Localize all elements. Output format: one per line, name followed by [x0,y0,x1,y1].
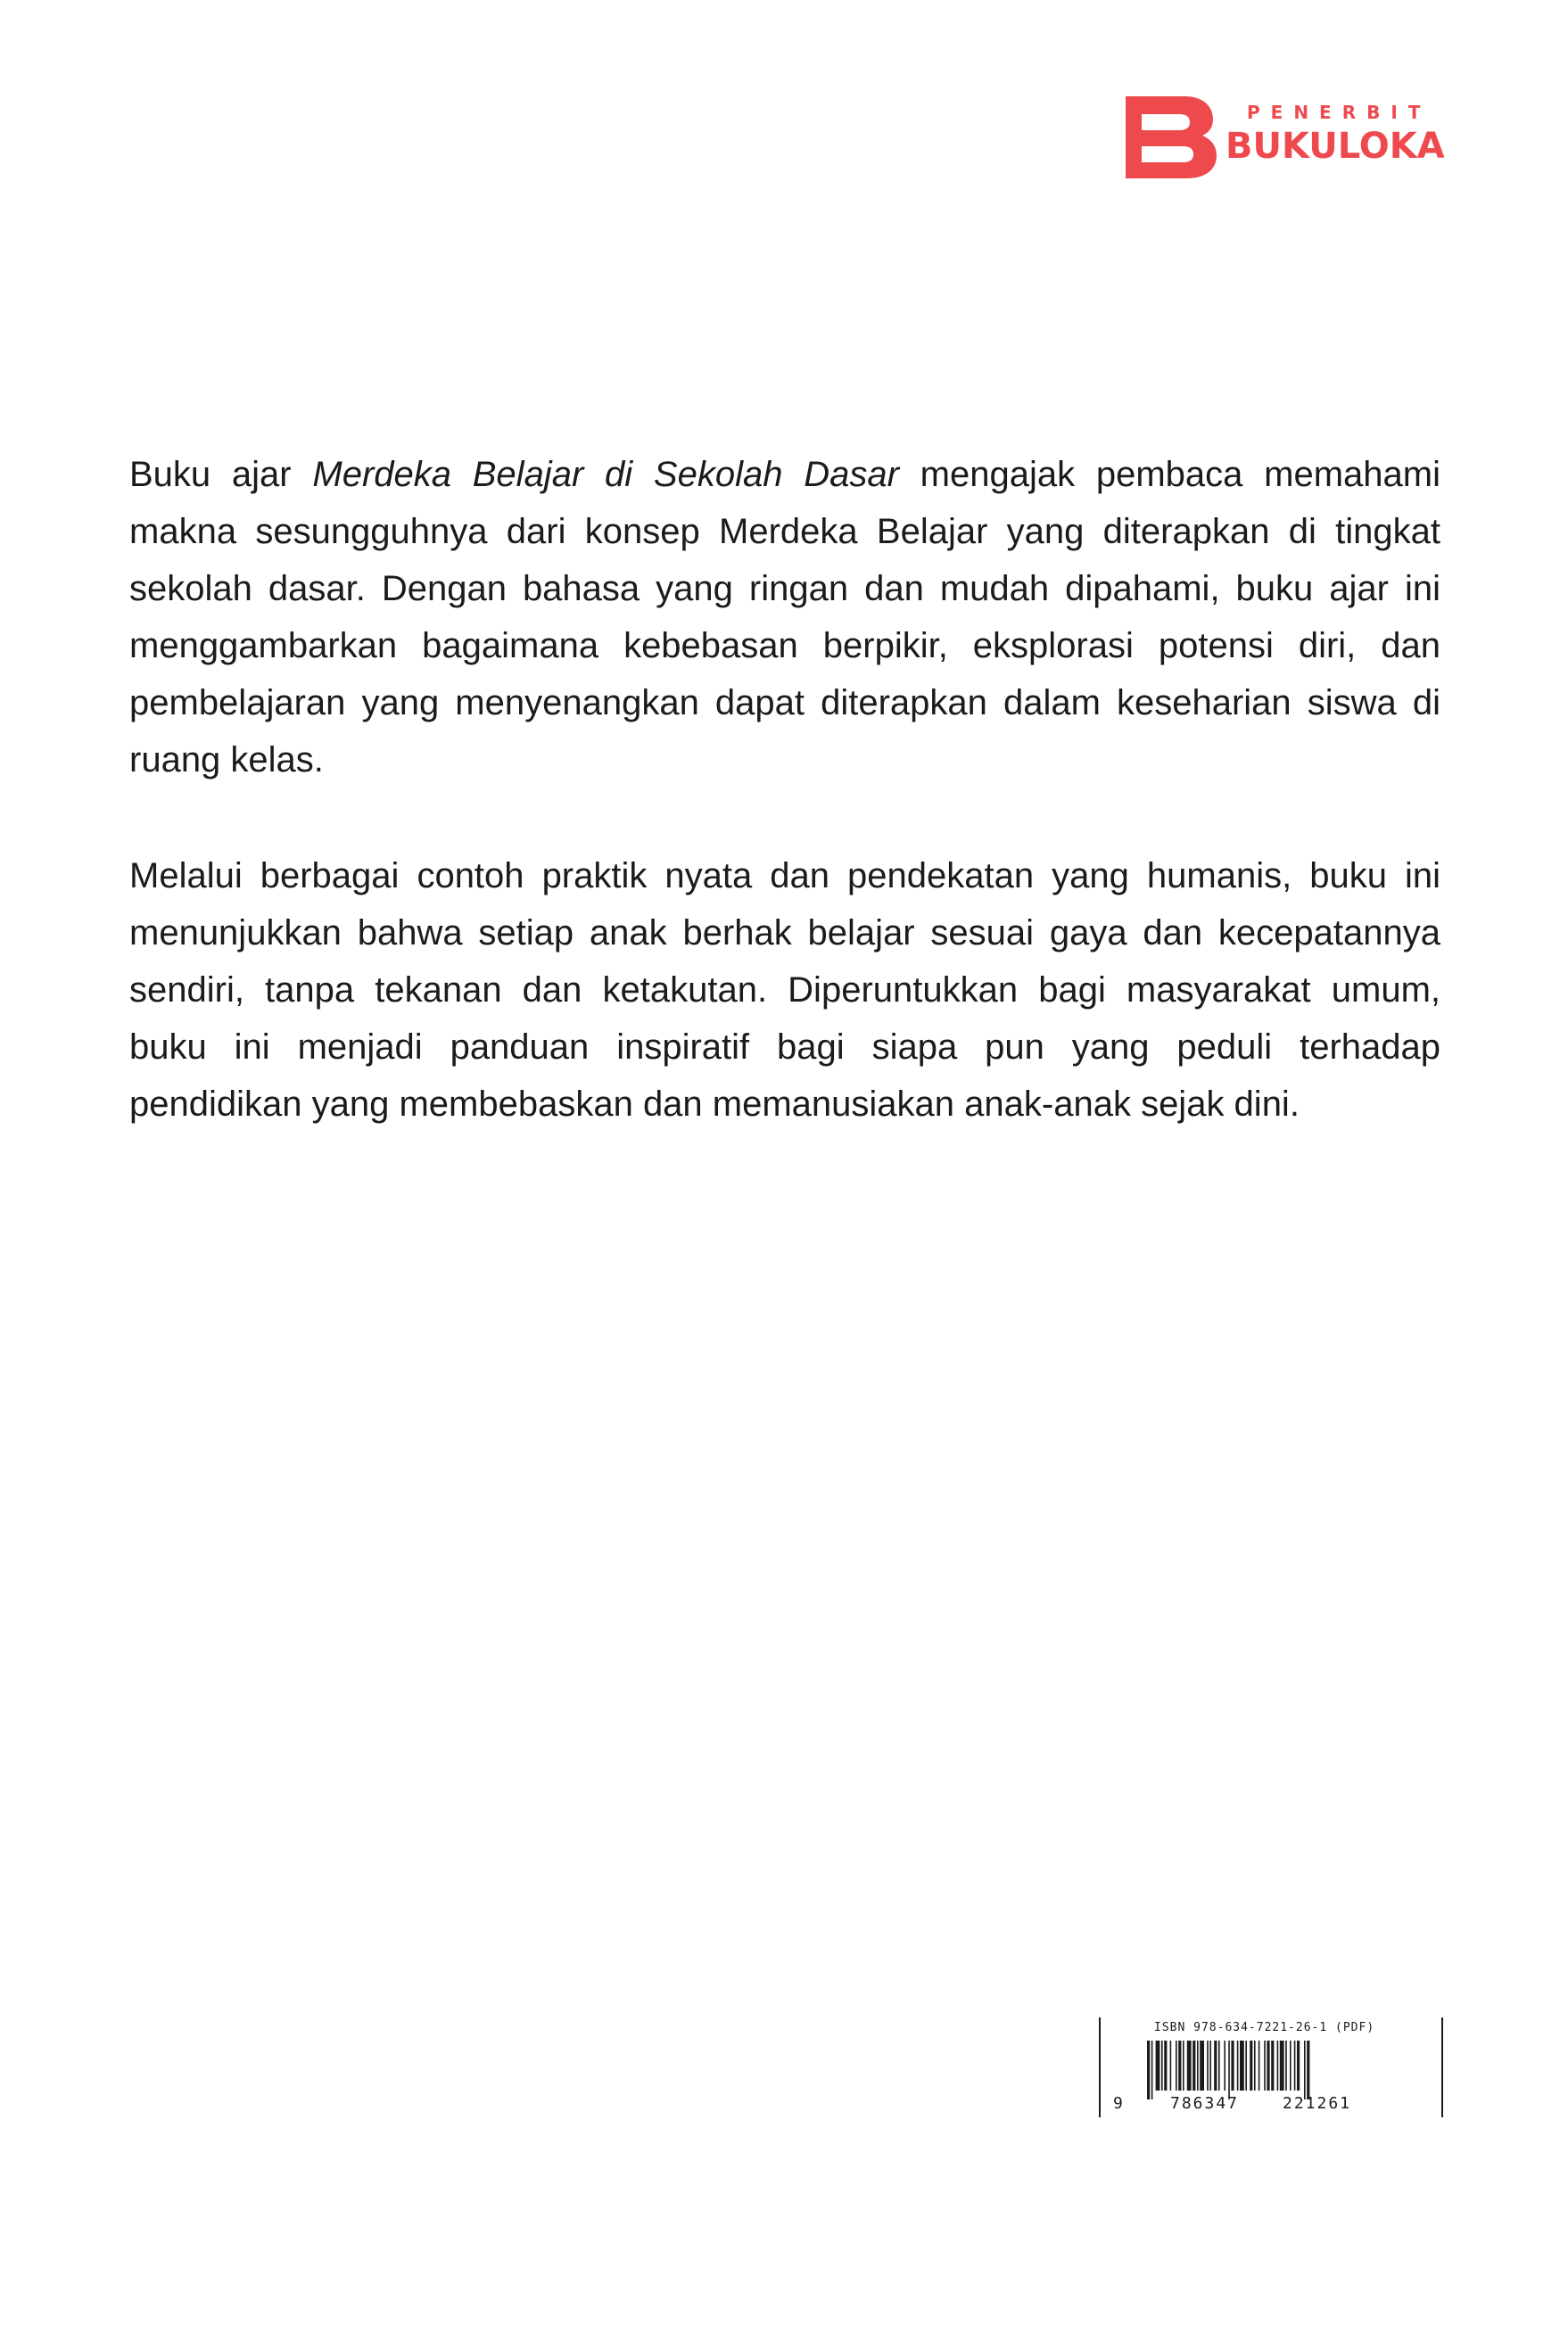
barcode-bar [1237,2041,1239,2091]
blurb-p1-prefix: Buku ajar [129,455,313,494]
barcode-bar [1183,2041,1184,2091]
back-cover-blurb [129,446,1440,1192]
barcode-bar [1176,2041,1177,2091]
barcode-digits-right: 221261 [1283,2094,1352,2113]
barcode-bar [1304,2041,1306,2099]
blurb-p1-rest: mengajak pembaca memahami makna sesungguhnya dari konsep Merdeka Belajar yang diterapkan di tingkat sekolah dasar. Dengan bahasa yang ringan dan mudah dipahami, buku ajar ini menggambarkan bagaimana kebebasan berpikir, eksplorasi potensi diri, dan pembelajaran yang menyenangkan dapat diterapkan dalam keseharian siswa di ruang kelas. [129,455,1440,779]
barcode-bar [1297,2041,1300,2091]
publisher-label-top: PENERBIT [1247,102,1432,123]
isbn-rule-right [1441,2017,1443,2117]
barcode-icon [1143,2041,1379,2099]
barcode-bar [1164,2041,1167,2091]
barcode-digit-first: 9 [1113,2094,1123,2113]
barcode-bar [1200,2041,1204,2091]
barcode-bar [1254,2041,1256,2091]
barcode-bar [1228,2041,1230,2099]
barcode-bar [1207,2041,1209,2091]
blurb-paragraph-1 [129,446,1440,788]
barcode-bar [1209,2041,1211,2091]
barcode-bar [1240,2041,1244,2091]
isbn-caption: ISBN 978-634-7221-26-1 (PDF) [1154,2021,1375,2034]
isbn-rule-left [1099,2017,1101,2117]
barcode-bar [1178,2041,1181,2091]
barcode-bar [1307,2041,1309,2099]
isbn-barcode-block [1099,2017,1443,2119]
publisher-logo-mark [1122,96,1218,178]
barcode-bar [1267,2041,1269,2091]
barcode-bar [1285,2041,1287,2091]
barcode-bar [1170,2041,1172,2091]
barcode-bar [1250,2041,1252,2091]
barcode-bar [1161,2041,1163,2091]
blurb-paragraph-2: Melalui berbagai contoh praktik nyata dan pendekatan yang humanis, buku ini menunjukkan bahwa setiap anak berhak belajar sesuai gaya dan kecepatannya sendiri, tanpa tekanan dan ketakutan. Diperuntukkan bagi masyarakat umum, buku ini menjadi panduan inspiratif bagi siapa pun yang peduli terhadap pendidikan yang membebaskan dan memanusiakan anak-anak sejak dini. [129,856,1440,1124]
barcode-bar [1290,2041,1292,2091]
barcode-bar [1156,2041,1160,2091]
barcode-bar [1245,2041,1247,2091]
publisher-logo [1122,96,1445,178]
barcode-bar [1264,2041,1266,2091]
barcode-bar [1259,2041,1260,2091]
barcode-bar [1294,2041,1296,2091]
barcode-bar [1147,2041,1150,2099]
barcode-bar [1271,2041,1274,2091]
barcode-bar [1231,2041,1234,2091]
publisher-name: BUKULOKA [1226,126,1445,167]
barcode-bar [1197,2041,1199,2091]
barcode-bar [1277,2041,1279,2091]
barcode-bar [1151,2041,1153,2099]
barcode-digits-left: 786347 [1170,2094,1240,2113]
barcode-bar [1214,2041,1217,2091]
barcode-bar [1280,2041,1284,2091]
book-title: Merdeka Belajar di Sekolah Dasar [312,455,899,494]
barcode-bar [1187,2041,1192,2091]
barcode-bar [1193,2041,1195,2091]
barcode-bar [1218,2041,1220,2091]
barcode-bar [1224,2041,1226,2091]
